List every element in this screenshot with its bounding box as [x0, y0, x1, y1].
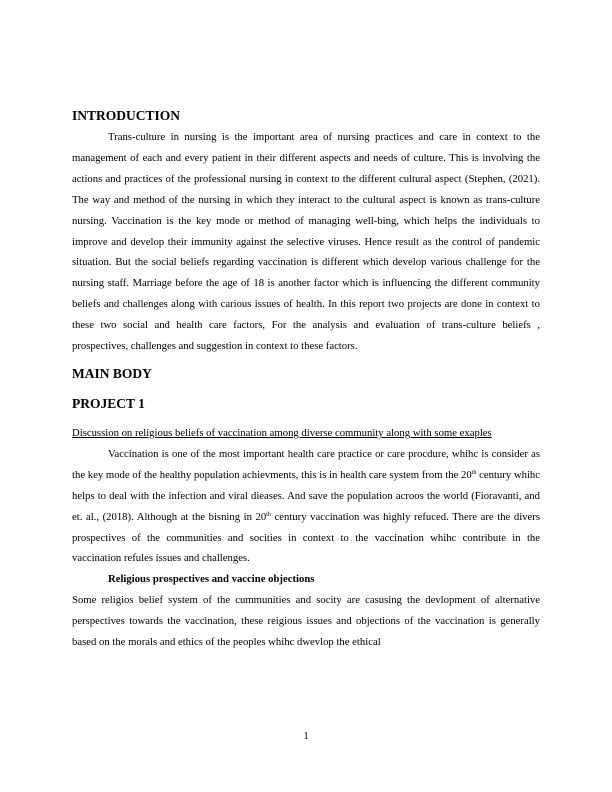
main-body-heading: MAIN BODY: [72, 365, 152, 381]
paragraph-text-2: century whihc helps to deal with the infection and viral dieases. And save the population acroos the world (Fioravanti, and et. al., (2018). Although at the bisning in 20: [72, 468, 540, 523]
introduction-heading: INTRODUCTION: [72, 108, 181, 123]
introduction-paragraph: Trans-culture in nursing is the important area of nursing practices and care in context to the management of each and every patient in their different aspects and needs of culture. This is involving the actions and practices of the professional nursing in context to the different cultural aspect (Stephen, (2021). The way and method of the nursing in which they interact to the cultural aspect is known as trans-culture nursing. Vaccination is the key mode or method of managing well-bing, which helps the individuals to improve and develop their immunity against the selective viruses. Hence result as the control of pandemic situation. But the social beliefs regarding vaccination is different which develop various challenge for the nursing staff. Marriage before the age of 18 is another factor which is influencing the different community beliefs and challenges along with carious issues of health. In this report two projects are done in context to these two social and health care factors, For the analysis and evaluation of trans-culture beliefs , prospectives, challenges and suggestion in context to these factors.: [72, 131, 540, 353]
paragraph-text-3: century vaccination was highly refuced. There are the divers prospectives of the communities and socities in context to the vaccination whihc contribute in the vaccination refules issues and challenges.: [72, 510, 540, 565]
project-1-paragraph: [72, 444, 540, 569]
project-1-heading: PROJECT 1: [72, 395, 145, 411]
project-1-subtitle: Discussion on religious beliefs of vaccination among diverse community along with some exaples: [72, 426, 492, 439]
ordinal-suffix-1: th: [471, 469, 477, 476]
page-number: 1: [303, 730, 309, 742]
ordinal-suffix-2: th: [266, 511, 271, 518]
page-content: [72, 107, 540, 653]
religious-prospectives-paragraph: Some religios belief system of the cummunities and socity are casusing the devlopment of alternative perspectives towards the vaccination, these reigious issues and objections of the vaccination is generally based on the morals and ethics of the peoples whihc dwevlop the ethical: [72, 594, 540, 649]
paragraph-text-1: Vaccination is one of the most important health care practice or care procdure, whihc is consider as the key mode of the healthy population achievments, this is in health care system from the 20: [72, 447, 540, 481]
religious-prospectives-subheading: Religious prospectives and vaccine objections: [108, 573, 315, 586]
